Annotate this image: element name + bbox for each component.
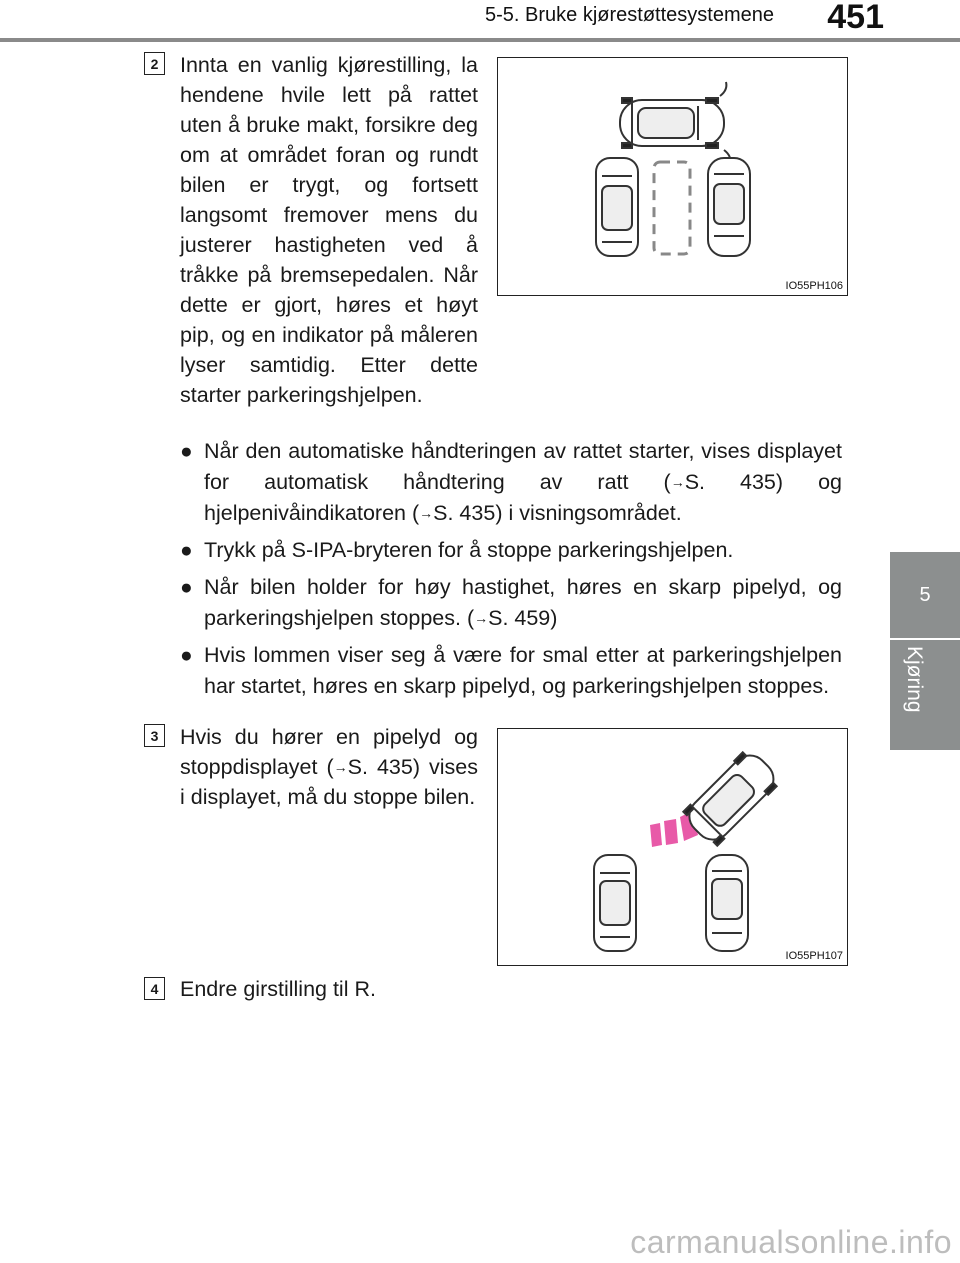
bullet-dot: ● [180, 576, 193, 599]
parking-start-illustration [498, 58, 847, 295]
right-parked-car [706, 855, 748, 951]
bullet-list [180, 436, 842, 708]
bullet-dot: ● [180, 644, 193, 667]
figure-stop-car [497, 728, 848, 966]
step-number-4: 4 [144, 977, 165, 1000]
page-number: 451 [827, 0, 884, 36]
stop-car-illustration [498, 729, 847, 965]
page-ref-link[interactable]: S. 435 [433, 501, 496, 525]
chapter-label: Kjøring [903, 646, 926, 713]
bullet-dot: ● [180, 440, 193, 463]
bullet-1-text-c: ) i visningsområdet. [495, 501, 682, 525]
right-parked-car [708, 158, 750, 256]
step-3-text-a: Hvis du hører en pipelyd og stoppdisplayet ( [180, 725, 478, 779]
arrow-right-icon: → [474, 610, 489, 626]
bullet-2-text: Trykk på S-IPA-bryteren for å stoppe parkeringshjelpen. [204, 538, 734, 562]
bullet-4-text: Hvis lommen viser seg å være for smal etter at parkeringshjelpen har startet, høres en skarp pipelyd, og parkeringshjelpen stoppes. [204, 643, 842, 698]
bullet-dot: ● [180, 539, 193, 562]
step-3-text [180, 722, 478, 812]
step-3-text-b: ) vises i displayet, må du stoppe bilen. [180, 755, 478, 809]
left-parked-car [596, 158, 638, 256]
bullet-item-3 [180, 572, 842, 634]
bullet-1-text-a: Når den automatiske håndteringen av rattet starter, vises displayet for automatisk håndtering av ratt ( [204, 439, 842, 494]
bullet-1-text-b: ) og hjelpenivåindikatoren ( [204, 470, 842, 525]
top-car [620, 82, 730, 164]
section-title: 5-5. Bruke kjørestøttesystemene [485, 4, 774, 26]
figure-code-107: IO55PH107 [785, 950, 843, 962]
arrow-right-icon: → [333, 759, 348, 775]
page-ref-link[interactable]: S. 459 [488, 606, 551, 630]
watermark: carmanualsonline.info [630, 1224, 952, 1260]
bullet-item-4 [180, 640, 842, 702]
arrow-right-icon: → [670, 474, 685, 490]
arrow-right-icon: → [419, 505, 434, 521]
page-ref-link[interactable]: S. 435 [347, 755, 413, 779]
step-number-3: 3 [144, 724, 165, 747]
page-ref-link[interactable]: S. 435 [684, 470, 776, 494]
header-rule [0, 38, 960, 42]
left-parked-car [594, 855, 636, 951]
figure-parking-start [497, 57, 848, 296]
bullet-item-2 [180, 535, 842, 566]
chapter-tab-label [890, 640, 960, 750]
step-2-text: Innta en vanlig kjørestilling, la hendene hvile lett på rattet uten å bruke makt, forsikre deg om at området foran og rundt bilen er trygt, og fortsett langsomt fremover mens du justerer hastigheten ved å tråkke på bremsepedalen. Når dette er gjort, høres et høyt pip, og en indikator på måleren lyser samtidig. Etter dette starter parkeringshjelpen. [180, 53, 478, 407]
bullet-3-text-b: ) [550, 606, 558, 630]
chapter-tab-number [890, 552, 960, 638]
bullet-item-1 [180, 436, 842, 529]
bullet-3-text-a: Når bilen holder for høy hastighet, høres en skarp pipelyd, og parkeringshjelpen stoppes. ( [204, 575, 842, 630]
target-parking-slot [654, 162, 690, 254]
step-4-text: Endre girstilling til R. [180, 977, 376, 1001]
figure-code-106: IO55PH106 [785, 280, 843, 292]
step-number-2: 2 [144, 52, 165, 75]
chapter-number: 5 [919, 583, 931, 606]
